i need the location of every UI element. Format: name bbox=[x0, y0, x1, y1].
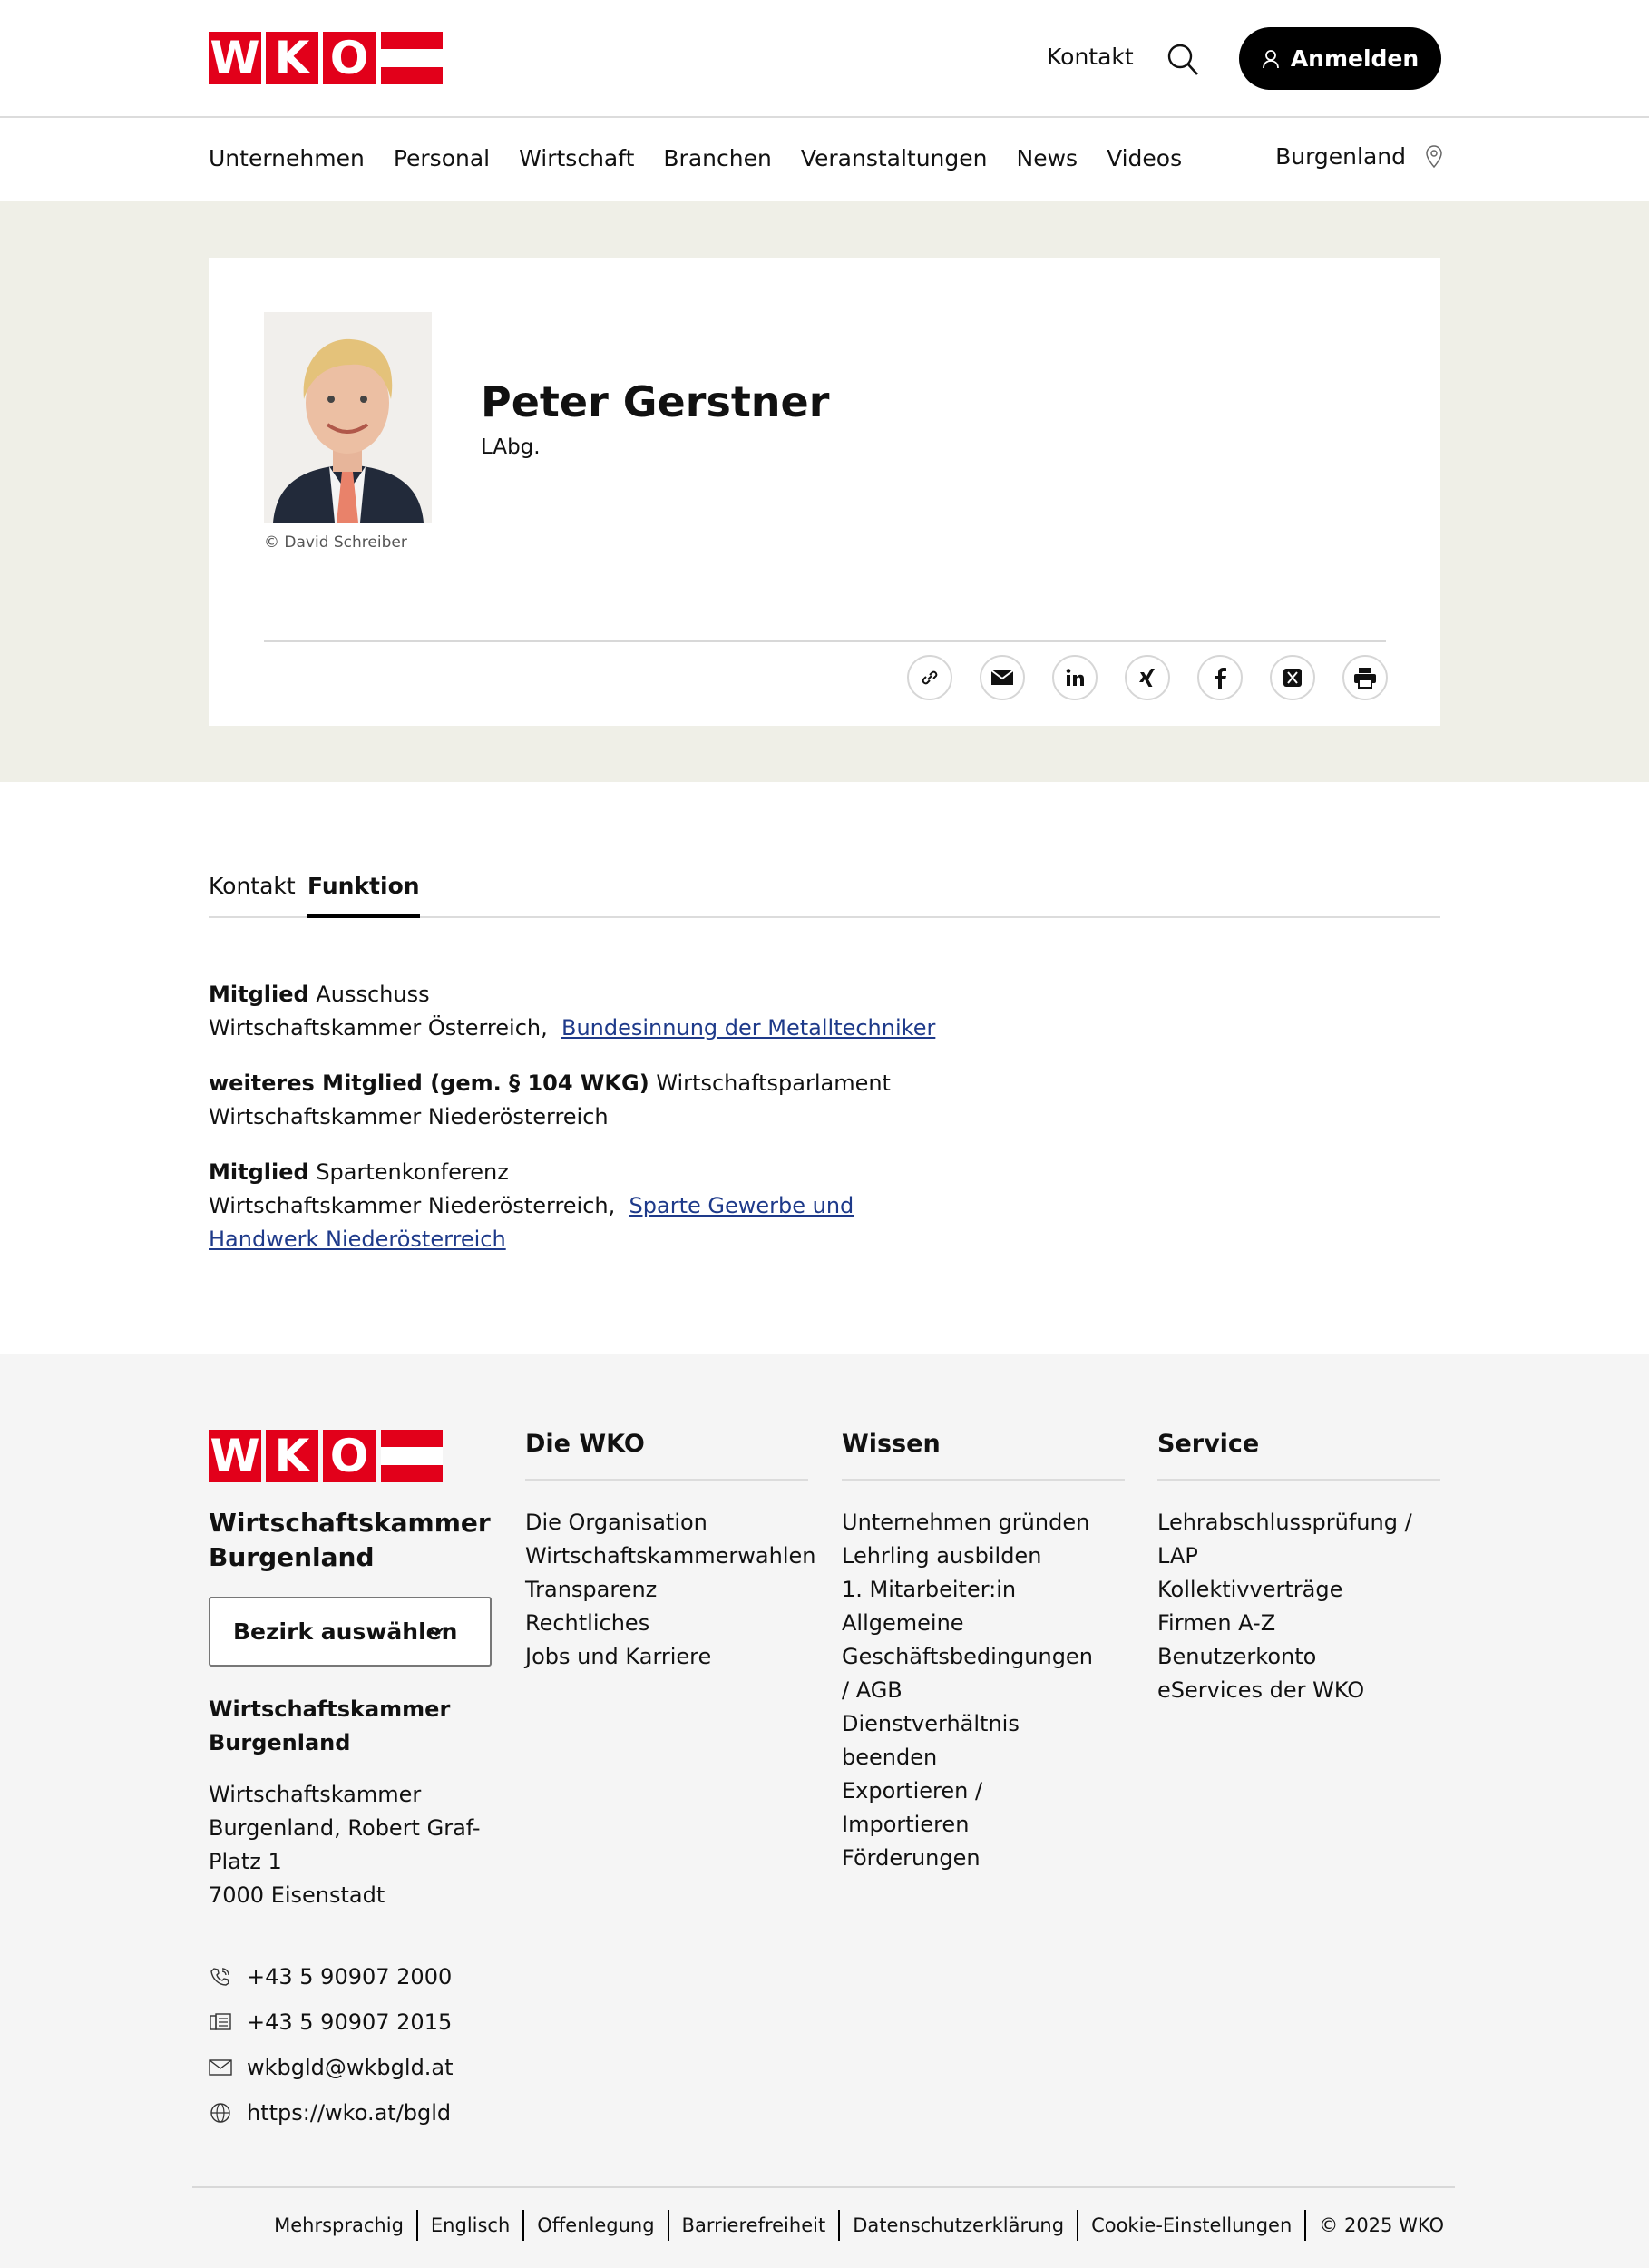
function-item bbox=[209, 1067, 1025, 1134]
print-icon[interactable] bbox=[1342, 655, 1388, 700]
logo-letter-k: K bbox=[266, 1430, 318, 1482]
footer-link[interactable]: Dienstverhältnis beenden bbox=[842, 1711, 1020, 1770]
footer-link[interactable]: Firmen A-Z bbox=[1157, 1610, 1276, 1636]
function-body: Ausschuss bbox=[316, 982, 430, 1007]
logo-letter-w: W bbox=[210, 1430, 260, 1482]
location-pin-icon bbox=[1426, 145, 1442, 169]
chevron-down-icon bbox=[428, 1627, 444, 1637]
profile-card bbox=[209, 258, 1440, 726]
function-link[interactable]: Bundesinnung der Metalltechniker bbox=[561, 1015, 936, 1041]
function-item bbox=[209, 978, 1025, 1045]
footer-wko-logo[interactable] bbox=[209, 1430, 443, 1482]
address-block bbox=[209, 1778, 481, 1912]
phone-number: +43 5 90907 2000 bbox=[247, 1964, 453, 1989]
footer-link[interactable]: Lehrabschlussprüfung / LAP bbox=[1157, 1510, 1412, 1569]
nav-item-personal[interactable]: Personal bbox=[393, 145, 491, 171]
profile-tabs bbox=[209, 873, 1440, 918]
copyright: © 2025 WKO bbox=[1304, 2210, 1457, 2241]
logo-letter-o: O bbox=[323, 32, 376, 84]
address-line: 7000 Eisenstadt bbox=[209, 1882, 385, 1908]
legal-links bbox=[261, 2210, 1457, 2241]
function-org: Wirtschaftskammer Niederösterreich, bbox=[209, 1193, 616, 1218]
main-nav bbox=[0, 120, 1649, 201]
footer-org-name: Wirtschaftskammer Burgenland bbox=[209, 1508, 491, 1572]
header-kontakt-link[interactable]: Kontakt bbox=[1047, 44, 1134, 70]
photo-credit: © David Schreiber bbox=[264, 533, 407, 552]
address-line: Platz 1 bbox=[209, 1849, 282, 1874]
address-line: Wirtschaftskammer bbox=[209, 1782, 422, 1807]
address-line: Burgenland, Robert Graf- bbox=[209, 1815, 481, 1841]
footer-column-service bbox=[1157, 1430, 1440, 1707]
person-name: Peter Gerstner bbox=[481, 377, 830, 426]
footer-link[interactable]: Benutzerkonto bbox=[1157, 1644, 1317, 1669]
footer-link[interactable]: Jobs und Karriere bbox=[525, 1644, 712, 1669]
function-body: Wirtschaftsparlament bbox=[656, 1070, 891, 1096]
footer-column-title: Die WKO bbox=[525, 1430, 808, 1481]
function-list bbox=[209, 978, 1025, 1278]
function-body: Spartenkonferenz bbox=[316, 1159, 509, 1185]
address-title: Wirtschaftskammer Burgenland bbox=[209, 1696, 451, 1755]
function-org: Wirtschaftskammer Niederösterreich bbox=[209, 1104, 609, 1129]
search-icon[interactable] bbox=[1166, 42, 1199, 78]
function-role: Mitglied bbox=[209, 982, 309, 1007]
profile-photo bbox=[264, 312, 432, 523]
footer-link[interactable]: Wirtschaftskammerwahlen bbox=[525, 1543, 816, 1569]
footer-column-wissen bbox=[842, 1430, 1125, 1875]
region-selector[interactable] bbox=[1275, 143, 1442, 170]
legal-link-mehrsprachig[interactable]: Mehrsprachig bbox=[274, 2214, 404, 2236]
person-title: LAbg. bbox=[481, 435, 541, 459]
logo-letter-o: O bbox=[323, 1430, 376, 1482]
contact-list bbox=[209, 1954, 454, 2136]
footer-column-title: Wissen bbox=[842, 1430, 1125, 1481]
footer-link[interactable]: eServices der WKO bbox=[1157, 1677, 1365, 1703]
xing-icon[interactable] bbox=[1125, 655, 1170, 700]
nav-item-news[interactable]: News bbox=[1016, 145, 1078, 171]
footer-link[interactable]: Allgemeine Geschäftsbedingungen / AGB bbox=[842, 1610, 1093, 1703]
legal-link-datenschutz[interactable]: Datenschutzerklärung bbox=[838, 2210, 1077, 2241]
mail-share-icon[interactable] bbox=[980, 655, 1025, 700]
footer-link[interactable]: Lehrling ausbilden bbox=[842, 1543, 1042, 1569]
nav-item-branchen[interactable]: Branchen bbox=[663, 145, 772, 171]
fax-icon bbox=[209, 2010, 232, 2034]
footer-link[interactable]: Förderungen bbox=[842, 1845, 981, 1871]
function-item bbox=[209, 1156, 925, 1256]
legal-link-englisch[interactable]: Englisch bbox=[416, 2210, 522, 2241]
footer-link[interactable]: 1. Mitarbeiter:in bbox=[842, 1577, 1017, 1602]
facebook-icon[interactable] bbox=[1197, 655, 1243, 700]
footer-link[interactable]: Rechtliches bbox=[525, 1610, 650, 1636]
profile-hero bbox=[0, 201, 1649, 782]
x-twitter-icon[interactable] bbox=[1270, 655, 1315, 700]
globe-icon bbox=[209, 2101, 232, 2125]
nav-item-wirtschaft[interactable]: Wirtschaft bbox=[519, 145, 635, 171]
legal-link-barrierefreiheit[interactable]: Barrierefreiheit bbox=[668, 2210, 839, 2241]
bezirk-select-label: Bezirk auswählen bbox=[233, 1618, 458, 1645]
email-address: wkbgld@wkbgld.at bbox=[247, 2055, 454, 2080]
login-button[interactable] bbox=[1239, 27, 1441, 90]
footer-link[interactable]: Die Organisation bbox=[525, 1510, 707, 1535]
footer-link[interactable]: Transparenz bbox=[525, 1577, 658, 1602]
linkedin-icon[interactable] bbox=[1052, 655, 1098, 700]
logo-flag bbox=[381, 32, 443, 84]
login-label: Anmelden bbox=[1290, 45, 1420, 72]
legal-link-cookie-einstellungen[interactable]: Cookie-Einstellungen bbox=[1077, 2210, 1304, 2241]
copy-link-icon[interactable] bbox=[907, 655, 952, 700]
share-bar bbox=[907, 655, 1388, 700]
footer-column-die-wko bbox=[525, 1430, 816, 1674]
website-url: https://wko.at/bgld bbox=[247, 2100, 452, 2126]
tab-kontakt[interactable]: Kontakt bbox=[209, 873, 296, 899]
logo-letter-k: K bbox=[266, 32, 318, 84]
card-divider bbox=[264, 640, 1386, 642]
contact-email[interactable] bbox=[209, 2045, 454, 2090]
footer-link[interactable]: Unternehmen gründen bbox=[842, 1510, 1090, 1535]
phone-icon bbox=[209, 1965, 232, 1989]
contact-web[interactable] bbox=[209, 2090, 454, 2136]
wko-logo[interactable] bbox=[209, 32, 443, 84]
bezirk-select[interactable] bbox=[209, 1597, 492, 1667]
nav-item-videos[interactable]: Videos bbox=[1107, 145, 1183, 171]
site-header bbox=[0, 0, 1649, 118]
function-link[interactable]: Sparte Gewerbe und Handwerk Niederösterreich bbox=[209, 1193, 854, 1252]
function-org: Wirtschaftskammer Österreich, bbox=[209, 1015, 548, 1041]
user-icon bbox=[1262, 49, 1280, 69]
tab-funktion[interactable]: Funktion bbox=[307, 873, 420, 918]
contact-phone[interactable] bbox=[209, 1954, 454, 1999]
nav-item-unternehmen[interactable]: Unternehmen bbox=[209, 145, 365, 171]
legal-link-offenlegung[interactable]: Offenlegung bbox=[522, 2210, 667, 2241]
footer-column-title: Service bbox=[1157, 1430, 1440, 1481]
logo-letter-w: W bbox=[210, 32, 260, 84]
function-role: Mitglied bbox=[209, 1159, 309, 1185]
footer-divider bbox=[192, 2186, 1455, 2188]
region-label: Burgenland bbox=[1275, 143, 1406, 170]
fax-number: +43 5 90907 2015 bbox=[247, 2009, 453, 2035]
logo-flag bbox=[381, 1430, 443, 1482]
footer-link[interactable]: Kollektivverträge bbox=[1157, 1577, 1343, 1602]
nav-item-veranstaltungen[interactable]: Veranstaltungen bbox=[800, 145, 988, 171]
mail-icon bbox=[209, 2056, 232, 2079]
site-footer bbox=[0, 1354, 1649, 2268]
contact-fax[interactable] bbox=[209, 1999, 454, 2045]
footer-link[interactable]: Exportieren / Importieren bbox=[842, 1778, 983, 1837]
function-role: weiteres Mitglied (gem. § 104 WKG) bbox=[209, 1070, 649, 1096]
